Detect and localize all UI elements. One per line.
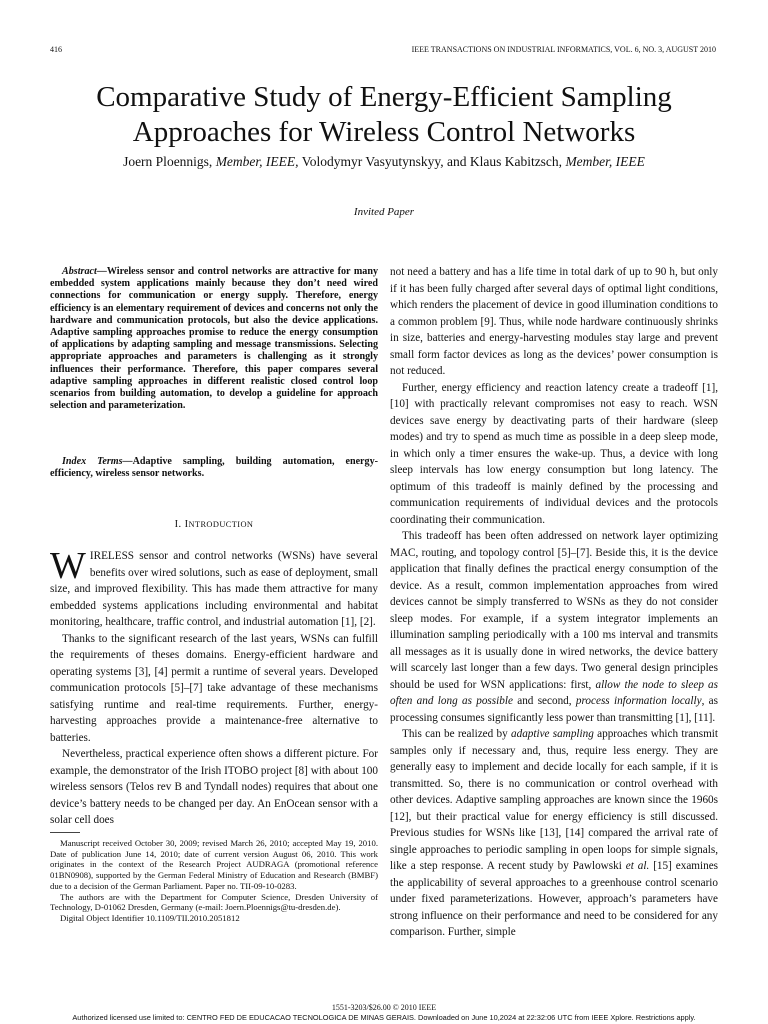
paragraph [390,726,718,941]
paragraph: Thanks to the significant research of the last years, WSNs can fulfill the requirements of theses domains. Energy-efficient hardware and operating systems [3], [4] permit a runtime of several years. Developed communication protocols [5]–[7] take advantage of these mechanisms satisfying runtime and real-time requirements. Further, energy-harvesting approaches provide a maintenance-free alternative to batteries. [50,632,378,744]
index-terms-label: Index Terms— [62,456,133,467]
abstract [50,266,378,412]
author-ploennigs: Joern Ploennigs, [123,154,213,169]
invited-paper-label: Invited Paper [353,206,415,218]
paragraph-text: IRELESS sensor and control networks (WSNs) have several benefits over wired solutions, such as ease of deployment, small size, and improved flexibility. This has made them attractive for many embedded systems applications including environmental and habitat monitoring, healthcare, traffic control, and industrial automation [1], [2]. [50,550,378,628]
footnotes [50,838,378,924]
left-column-body [50,545,378,829]
author-kabitzsch-role: Member, IEEE [565,154,645,169]
paragraph: Nevertheless, practical experience often shows a different picture. For example, the demonstrator of the Irish ITOBO project [8] with about 100 wireless sensors (Telos rev B and Tyndall nodes) requires that about one device’s battery needs to be changed per day. An EnOcean sensor with a solar cell does [50,748,378,826]
right-column-body [390,264,718,941]
author-vasyutynskyy: Volodymyr Vasyutynskyy, and [301,154,467,169]
emphasis: allow the node to sleep as often and long as possible [390,678,719,707]
paragraph: Further, energy efficiency and reaction latency create a tradeoff [1], [10] with practically relevant compromises not easy to reach. WSN devices save energy by deactivating parts of their hardware (sleep modes) and try to spend as much time as possible in a deep sleep mode, in which only a timer ensures the wake-up. Thus, a device with long sleep intervals has low energy consumption but long latency. The optimum of this tradeoff is mainly defined by the processing and communication requirements of individual devices and the protocols coordinating their communication. [390,381,718,526]
section-number: I. [174,519,182,530]
emphasis: adaptive sampling [511,728,594,740]
section-title-initial: I [184,519,189,530]
emphasis: process information locally [575,695,702,707]
drop-cap: W [50,545,86,587]
abstract-label: Abstract— [62,266,107,277]
paper-title: Comparative Study of Energy-Efficient Sampling Approaches for Wireless Control Networks [96,81,672,148]
paragraph-text: , as processing consumes significantly less power than transmitting [1], [11]. [390,695,718,724]
running-header [50,45,716,59]
page-number: 416 [50,45,62,54]
license-notice: Authorized licensed use limited to: CENTRO FED DE EDUCACAO TECNOLOGICA DE MINAS GERAIS. Downloaded on June 10,2024 at 22:32:06 UTC from IEEE Xplore. Restrictions apply. [72,1013,696,1022]
index-terms-text: Adaptive sampling, building automation, energy-efficiency, wireless sensor networks. [50,456,378,480]
paragraph-text: [15] examines the applicability of several approaches to a greenhouse control scenario under fixed parameterizations. However, approach’s parameters have strong influence on their performance and need to be considered for any comparison. Further, simple [390,860,719,938]
paragraph [50,545,378,631]
paragraph-text: and second, [517,695,572,707]
author-list [40,154,728,170]
emphasis: et al. [625,860,650,872]
footnote-divider [50,832,80,833]
author-ploennigs-role: Member, IEEE, [215,154,299,169]
issn-copyright: 1551-3203/$26.00 © 2010 IEEE [331,1003,437,1012]
paragraph: not need a battery and has a life time in total dark of up to 90 h, but only if it has been fully charged after several days of optimal light conditions, which renders the placement of device in good illumination conditions to a common problem [9]. Thus, while node hardware continuously shrinks in size, batteries and energy-harvesting modules stay large and prevent small form factor devices as long as the devices’ power consumption is not reduced. [390,266,718,377]
footnote-manuscript: Manuscript received October 30, 2009; revised March 26, 2010; accepted May 19, 2010. Date of publication June 14, 2010; date of current version August 06, 2010. This work originates in the context of the Research Project AUDRAGA (promotional reference 01BN0908), supported by the German Federal Ministry of Education and Research (BMBF) due to a decision of the German Parliament. Paper no. TII-09-10-0283. [50,838,378,891]
section-title-rest: NTRODUCTION [188,520,254,529]
paragraph-text: This can be realized by [402,728,508,740]
journal-header: IEEE TRANSACTIONS ON INDUSTRIAL INFORMATICS, VOL. 6, NO. 3, AUGUST 2010 [411,45,716,54]
author-kabitzsch: Klaus Kabitzsch, [469,154,563,169]
paragraph-text: This tradeoff has been often addressed on network layer optimizing MAC, routing, and topology control [5]–[7]. Beside this, it is the device application that finally defines the practical energy consumption of the device. As a result, common implementation approaches from wired devices cannot be simply transferred to WSNs as they do not consider sleep modes. For example, if a system integrator implements an illumination sampling periodically with a 100 ms interval and transmits all messages as it is usually done in wired networks, the device battery will scarcely last longer than a few days. Two general design principles should be used for WSN applications: first, [390,530,718,691]
footnote-doi: Digital Object Identifier 10.1109/TII.2010.2051812 [60,912,240,923]
paragraph [390,528,718,726]
index-terms [50,456,378,480]
section-heading-introduction [50,519,378,530]
abstract-text: Wireless sensor and control networks are attractive for many embedded system applications mainly because they don’t need wired connections for communication or energy supply. Therefore, energy efficiency is an elementary requirement of devices and concerns not only the hardware and communication protocols, but also the device applications. Adaptive sampling approaches promise to reduce the energy consumption of applications by adapting sampling and message transmissions. Selecting appropriate approaches and parameters is challenging as it strongly influences their performance. Therefore, this paper compares several adaptive sampling approaches in different realistic closed control loop scenarios from building automation, to develop a guideline for approach selection and parameterization. [50,266,378,412]
paragraph-text: approaches which transmit samples only if necessary and, thus, require less energy. They are generally easy to implement and decide locally for each sample, if it is transmitted. So, there is no communication or control overhead with other devices. Adaptive sampling approaches are known since the 1960s [12], but their practical value for energy efficiency is still discussed. Previous studies for WSNs like [13], [14] compared the arrival rate of single approaches to periodic sampling in open loops for simple signals, like a step response. A recent study by Pawlowski [390,728,719,872]
footnote-affiliation: The authors are with the Department for Computer Science, Dresden University of Technology, D-01062 Dresden, Germany (e-mail: Joern.Ploennigs@tu-dresden.de). [50,891,378,913]
